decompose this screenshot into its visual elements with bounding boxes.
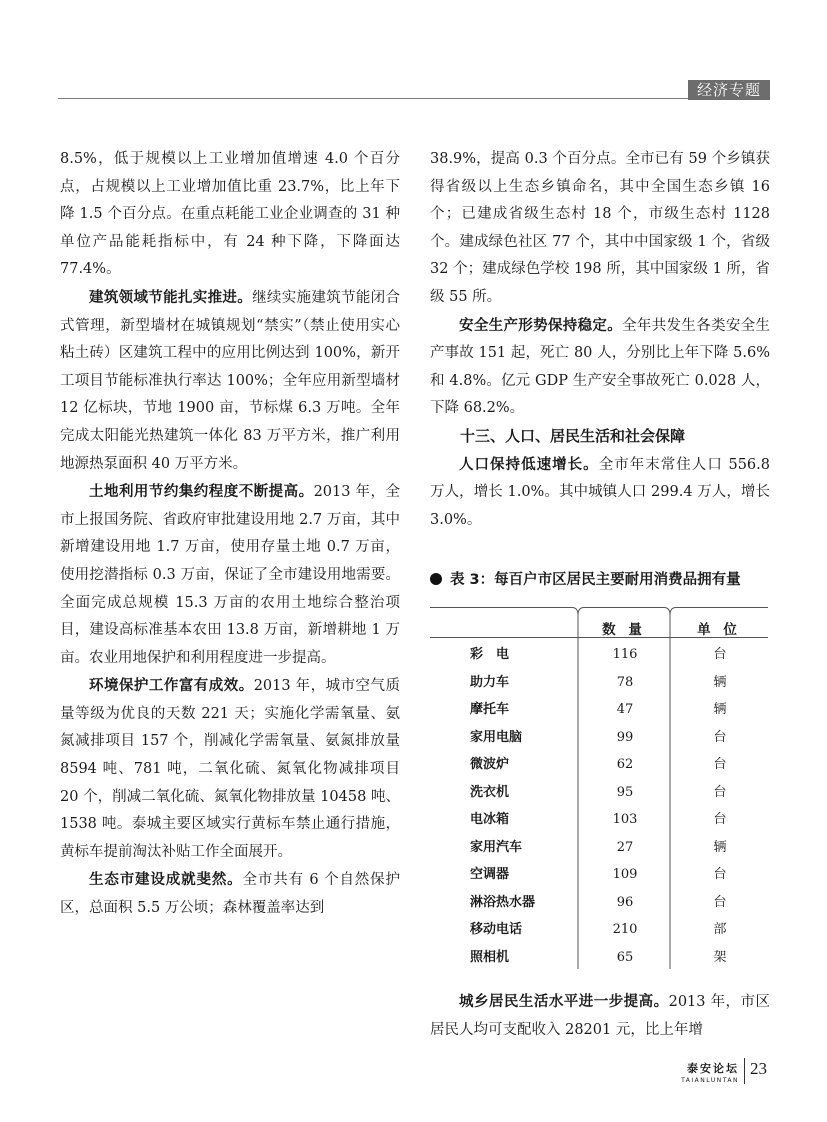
table-row [430,751,768,779]
quantity-cell: 109 [612,867,638,882]
paragraph-lead: 安全生产形势保持稳定。 [459,316,623,334]
quantity-cell: 95 [616,784,634,800]
item-name-cell: 照相机 [470,949,510,965]
quantity-cell: 47 [616,702,634,717]
table-row [430,696,768,724]
quantity-cell: 65 [616,949,634,965]
unit-cell: 台 [713,812,727,827]
paragraph-lead: 建筑领域节能扎实推进。 [89,288,253,306]
paragraph-body: 全市年末常住人口 556.8 万人，增长 1.0%。其中城镇人口 299.4 万人，增长 3.0%。 [430,456,770,528]
section-heading: 十三、人口、居民生活和社会保障 [460,426,686,445]
paragraph-body: 继续实施建筑节能闭合式管理，新型墙材在城镇规划“禁实”（禁止使用实心粘土砖）区建筑工程中的应用比例达到 100%，新开工项目节能标准执行率达 100%；全年应用新型墙材 12 亿标块，节地 1900 亩，节标煤 6.3 万吨。全年完成太阳能光热建筑一体化 83 万平方米，推广利用地源热泵面积 40 万平方米。 [60,289,401,472]
table-caption [430,568,775,589]
unit-cell: 辆 [713,702,727,717]
paragraph-lead: 城乡居民生活水平进一步提高。 [459,993,669,1010]
bullet-icon [430,573,442,585]
paragraph [430,988,770,1044]
table-row [430,724,768,752]
unit-cell: 架 [713,949,727,965]
paragraph-lead: 环境保护工作富有成效。 [89,677,254,695]
paragraph [430,451,770,535]
item-name-cell: 摩托车 [470,702,510,717]
item-name-cell: 家用电脑 [470,729,523,745]
item-name-cell: 微波炉 [470,757,510,772]
unit-cell: 台 [713,867,727,882]
table-row [430,944,768,972]
quantity-cell: 78 [616,674,634,690]
paragraph-lead: 生态市建设成就斐然。 [89,871,243,889]
page-number: 23 [750,1059,767,1078]
table-caption-text: 表 3：每百户市区居民主要耐用消费品拥有量 [450,572,741,588]
paragraph [60,866,400,922]
right-column [430,146,770,534]
unit-cell: 台 [713,647,727,662]
brand-name-en: TAIANLUNTAN [681,1077,739,1084]
unit-cell: 台 [713,757,727,772]
table-row [430,806,768,834]
table-row [430,916,768,944]
quantity-cell: 96 [616,894,634,910]
quantity-cell: 27 [616,839,634,855]
item-name-cell: 彩 电 [470,647,510,662]
quantity-cell: 103 [612,812,638,827]
header-rule [58,98,770,99]
paragraph-body: 2013 年，城市空气质量等级为优良的天数 221 天；实施化学需氧量、氨氮减排项目 157 个，削减化学需氧量、氨氮排放量 8594 吨、781 吨，二氧化硫、氮氧化物减排项目 20 个，削减二氧化硫、氮氧化物排放量 10458 吨、1538 吨。泰城主要区域实行黄标车禁止通行措施，黄标车提前淘汰补贴工作全面展开。 [60,678,400,860]
paragraph-body: 全年共发生各类安全生产事故 151 起，死亡 80 人，分别比上年下降 5.6% 和 4.8%。亿元 GDP 生产安全事故死亡 0.028 人，下降 68.2%。 [430,317,771,417]
item-name-cell: 家用汽车 [470,839,523,855]
item-name-cell: 电冰箱 [470,812,510,827]
paragraph-body: 全市共有 6 个自然保护区，总面积 5.5 万公顷；森林覆盖率达到 [60,872,400,917]
unit-cell: 辆 [713,839,727,855]
footer-separator [744,1058,745,1084]
right-column-bottom [430,988,770,1044]
unit-cell: 台 [713,894,727,910]
table-row [430,669,768,697]
brand-name-cn: 泰安论坛 [687,1062,739,1075]
paragraph-body: 2013 年，全市上报国务院、省政府审批建设用地 2.7 万亩，其中新增建设用地 1.7 万亩，使用存量土地 0.7 万亩，使用挖潜指标 0.3 万亩，保证了全市建设用地需要。全面完成总规模 15.3 万亩的农用土地综合整治项目，建设高标准基本农田 13.8 万亩，新增耕地 1 万亩。农业用地保护和利用程度进一步提高。 [60,484,401,666]
quantity-cell: 210 [612,922,638,937]
paragraph-lead: 人口保持低速增长。 [459,455,599,473]
item-name-cell: 空调器 [470,867,510,882]
quantity-cell: 99 [616,729,634,745]
table-row [430,779,768,807]
paragraph-lead: 土地利用节约集约程度不断提高。 [89,483,314,501]
item-name-cell: 洗衣机 [470,784,510,800]
section-tag: 经济专题 [688,80,770,100]
table-row [430,641,768,669]
footer-brand [664,1060,739,1084]
paragraph [430,312,770,423]
left-column [60,146,400,923]
item-name-cell: 淋浴热水器 [470,894,536,910]
table-row [430,834,768,862]
paragraph-body: 2013 年，市区居民人均可支配收入 28201 元，比上年增 [430,994,771,1038]
column-header-unit: 单 位 [697,622,741,638]
paragraph [60,478,400,672]
quantity-cell: 62 [616,757,634,772]
paragraph: 8.5%，低于规模以上工业增加值增速 4.0 个百分点，占规模以上工业增加值比重 23.7%，比上年下降 1.5 个百分点。在重点耗能工业企业调查的 31 种单位产品能耗指标中，有 24 种下降，下降面达 77.4%。 [60,151,400,278]
unit-cell: 台 [713,784,727,800]
column-header-quantity: 数 量 [602,622,646,638]
item-name-cell: 移动电话 [470,922,523,937]
paragraph [60,284,400,478]
unit-cell: 辆 [713,674,727,690]
quantity-cell: 116 [612,647,638,662]
table-row [430,861,768,889]
paragraph [60,672,400,866]
unit-cell: 台 [713,729,727,745]
table-row [430,889,768,917]
paragraph: 38.9%，提高 0.3 个百分点。全市已有 59 个乡镇获得省级以上生态乡镇命名，其中全国生态乡镇 16 个；已建成省级生态村 18 个，市级生态村 1128 个。建成绿色社区 77 个，其中中国家级 1 个，省级 32 个；建成绿色学校 198 所，其中国家级 1 所，省级 55 所。 [430,151,770,305]
item-name-cell: 助力车 [470,674,510,690]
unit-cell: 部 [713,922,727,937]
